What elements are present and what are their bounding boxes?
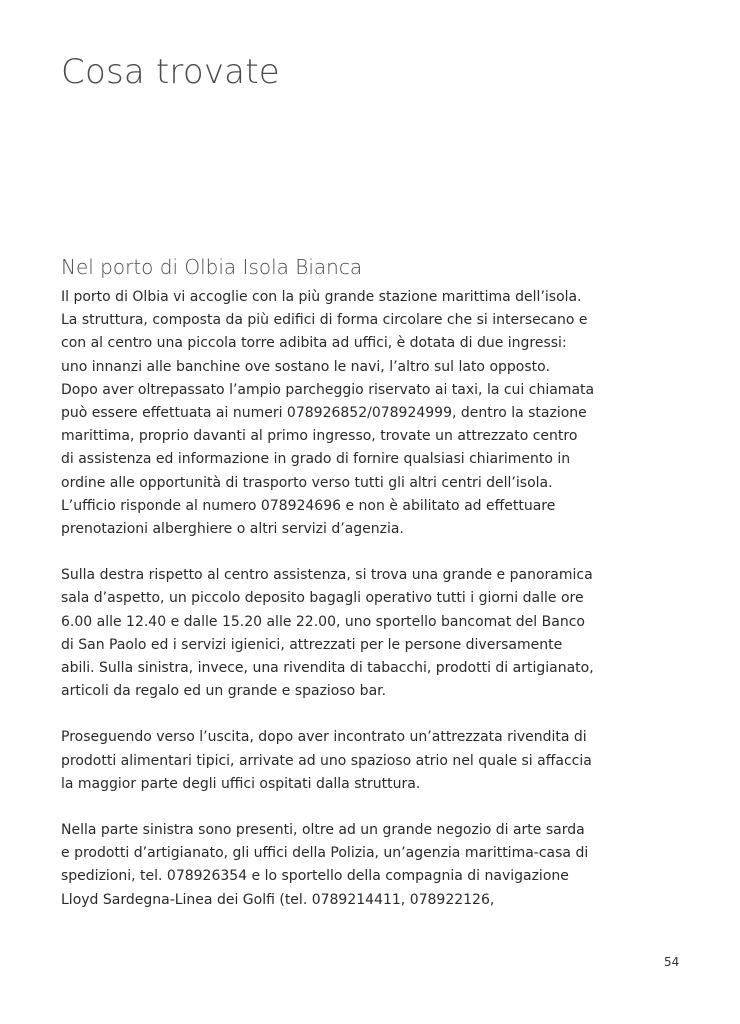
text-line: con al centro una piccola torre adibita ad uffici, è dotata di due ingressi: — [61, 335, 567, 352]
section-heading: Nel porto di Olbia Isola Bianca — [61, 255, 363, 279]
text-line: può essere effettuata ai numeri 078926852/078924999, dentro la stazione — [61, 405, 587, 422]
text-line: Sulla destra rispetto al centro assistenza, si trova una grande e panoramica — [61, 567, 593, 584]
text-line: Il porto di Olbia vi accoglie con la più grande stazione marittima dell’isola. — [61, 289, 582, 305]
text-line: marittima, proprio davanti al primo ingresso, trovate un attrezzato centro — [61, 428, 578, 445]
text-line: prodotti alimentari tipici, arrivate ad uno spazioso atrio nel quale si affaccia — [61, 752, 592, 769]
text-line: uno innanzi alle banchine ove sostano le navi, l’altro sul lato opposto. — [61, 358, 550, 375]
text-line: abili. Sulla sinistra, invece, una rivendita di tabacchi, prodotti di artigianato, — [61, 660, 594, 677]
text-line: la maggior parte degli uffici ospitati dalla struttura. — [61, 775, 421, 792]
text-line: Proseguendo verso l’uscita, dopo aver incontrato un’attrezzata rivendita di — [61, 729, 587, 746]
paragraph — [61, 286, 595, 541]
paragraph — [61, 819, 589, 912]
paragraph — [61, 726, 592, 796]
text-line: prenotazioni alberghiere o altri servizi d’agenzia. — [61, 521, 404, 538]
text-line: di San Paolo ed i servizi igienici, attrezzati per le persone diversamente — [61, 636, 563, 653]
text-line: La struttura, composta da più edifici di forma circolare che si intersecano e — [61, 312, 588, 329]
page-title: Cosa trovate — [61, 52, 280, 92]
paragraph — [61, 564, 594, 703]
text-line: Dopo aver oltrepassato l’ampio parcheggio riservato ai taxi, la cui chiamata — [61, 381, 595, 398]
text-line: spedizioni, tel. 078926354 e lo sportello della compagnia di navigazione — [61, 868, 569, 885]
text-line: di assistenza ed informazione in grado di fornire qualsiasi chiarimento in — [61, 451, 571, 468]
text-line: Nella parte sinistra sono presenti, oltre ad un grande negozio di arte sarda — [61, 822, 585, 839]
text-line: 6.00 alle 12.40 e dalle 15.20 alle 22.00, uno sportello bancomat del Banco — [61, 613, 585, 630]
section-olbia-port — [61, 254, 595, 935]
text-line: e prodotti d’artigianato, gli uffici della Polizia, un’agenzia marittima-casa di — [61, 845, 589, 862]
text-line: articoli da regalo ed un grande e spazioso bar. — [61, 683, 387, 700]
page-number: 54 — [664, 955, 680, 969]
text-line: L’ufficio risponde al numero 078924696 e non è abilitato ad effettuare — [61, 497, 556, 514]
text-line: ordine alle opportunità di trasporto verso tutti gli altri centri dell’isola. — [61, 474, 553, 491]
text-line: sala d’aspetto, un piccolo deposito bagagli operativo tutti i giorni dalle ore — [61, 590, 584, 607]
text-line: Lloyd Sardegna-Linea dei Golfi (tel. 0789214411, 078922126, — [61, 891, 495, 908]
